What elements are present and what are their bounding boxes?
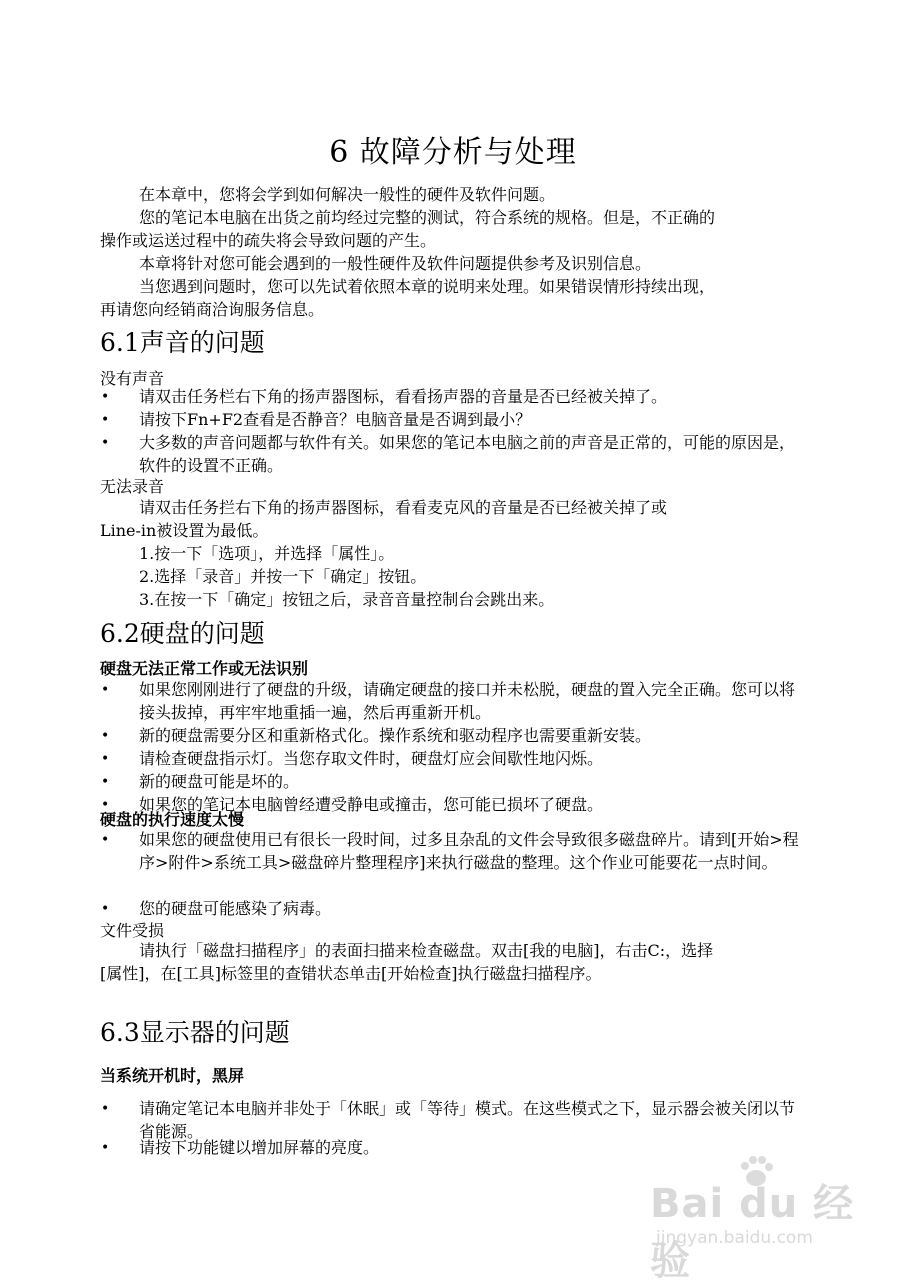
- record-step-3: 3.在按一下「确定」按钮之后，录音音量控制台会跳出来。: [139, 590, 555, 609]
- no-sound-bullet-1: 请双击任务栏右下角的扬声器图标，看看扬声器的音量是否已经被关掉了。: [139, 387, 668, 406]
- bullet-mark: •: [101, 1140, 110, 1156]
- file-damage-line-1: 请执行「磁盘扫描程序」的表面扫描来检查磁盘。双击[我的电脑]，右击C:，选择: [139, 941, 714, 960]
- intro-line-1: 在本章中，您将会学到如何解决一般性的硬件及软件问题。: [139, 185, 556, 204]
- record-step-1: 1.按一下「选项」，并选择「属性」。: [139, 544, 395, 563]
- hdd-fail-bullet-5: 如果您的笔记本电脑曾经遭受静电或撞击，您可能已损坏了硬盘。: [139, 795, 604, 814]
- no-sound-bullet-2: 请按下Fn+F2查看是否静音？电脑音量是否调到最小？: [139, 410, 532, 429]
- hdd-fail-subheading: 硬盘无法正常工作或无法识别: [100, 659, 309, 678]
- hdd-fail-bullet-1: 如果您刚刚进行了硬盘的升级，请确定硬盘的接口并未松脱，硬盘的置入完全正确。您可以将接头拔掉，再牢牢地重插一遍，然后再重新开机。: [139, 680, 796, 722]
- hdd-slow-bullet-2: 您的硬盘可能感染了病毒。: [139, 899, 332, 918]
- chapter-title: 6 故障分析与处理: [329, 135, 577, 170]
- bullet-mark: •: [101, 1101, 110, 1117]
- intro-line-4: 本章将针对您可能会遇到的一般性硬件及软件问题提供参考及识别信息。: [139, 254, 652, 273]
- section-6-1-heading: 6.1声音的问题: [100, 328, 265, 357]
- intro-line-3: 操作或运送过程中的疏失将会导致问题的产生。: [100, 231, 437, 250]
- black-screen-bullet-1: 请确定笔记本电脑并非处于「休眠」或「等待」模式。在这些模式之下，显示器会被关闭以节省能源。: [139, 1099, 796, 1141]
- bullet-mark: •: [101, 682, 110, 698]
- bullet-mark: •: [101, 832, 110, 848]
- watermark-url: jingyan.baidu.com: [656, 1228, 813, 1248]
- black-screen-subheading: 当系统开机时，黑屏: [100, 1066, 245, 1085]
- file-damage-subheading: 文件受损: [100, 921, 165, 940]
- no-sound-bullet-3: 大多数的声音问题都与软件有关。如果您的笔记本电脑之前的声音是正常的，可能的原因是，软件的设置不正确。: [139, 433, 796, 475]
- bullet-mark: •: [101, 901, 110, 917]
- section-6-3-heading: 6.3显示器的问题: [100, 1018, 290, 1047]
- record-line-1: 请双击任务拦右下角的扬声器图标，看看麦克风的音量是否已经被关掉了或: [139, 498, 668, 517]
- no-sound-subheading: 没有声音: [100, 369, 165, 388]
- baidu-logo-text: Bai du 经验: [650, 1181, 855, 1284]
- no-record-subheading: 无法录音: [100, 477, 165, 496]
- bullet-mark: •: [101, 797, 110, 813]
- record-step-2: 2.选择「录音」并按一下「确定」按钮。: [139, 567, 427, 586]
- bullet-mark: •: [101, 751, 110, 767]
- bullet-mark: •: [101, 435, 110, 451]
- record-line-2: Line-in被设置为最低。: [100, 521, 269, 540]
- baidu-watermark: [650, 1150, 880, 1284]
- bullet-mark: •: [101, 389, 110, 405]
- file-damage-line-2: [属性]，在[工具]标签里的查错状态单击[开始检查]执行磁盘扫描程序。: [100, 964, 602, 983]
- section-6-2-heading: 6.2硬盘的问题: [100, 619, 265, 648]
- hdd-fail-bullet-3: 请检查硬盘指示灯。当您存取文件时，硬盘灯应会间歇性地闪烁。: [139, 749, 604, 768]
- bullet-mark: •: [101, 774, 110, 790]
- intro-line-6: 再请您向经销商洽询服务信息。: [100, 300, 325, 319]
- hdd-fail-bullet-4: 新的硬盘可能是坏的。: [139, 772, 300, 791]
- black-screen-bullet-2: 请按下功能键以增加屏幕的亮度。: [139, 1138, 380, 1157]
- bullet-mark: •: [101, 412, 110, 428]
- intro-line-5: 当您遇到问题时，您可以先试着依照本章的说明来处理。如果错误情形持续出现，: [139, 277, 716, 296]
- intro-line-2: 您的笔记本电脑在出货之前均经过完整的测试，符合系统的规格。但是，不正确的: [139, 208, 716, 227]
- hdd-slow-subheading: 硬盘的执行速度太慢: [100, 810, 245, 829]
- hdd-slow-bullet-1: 如果您的硬盘使用已有很长一段时间，过多且杂乱的文件会导致很多磁盘碎片。请到[开始>程序>附件>系统工具>磁盘碎片整理程序]来执行磁盘的整理。这个作业可能要花一点时间。: [139, 830, 799, 872]
- bullet-mark: •: [101, 728, 110, 744]
- hdd-fail-bullet-2: 新的硬盘需要分区和重新格式化。操作系统和驱动程序也需要重新安装。: [139, 726, 652, 745]
